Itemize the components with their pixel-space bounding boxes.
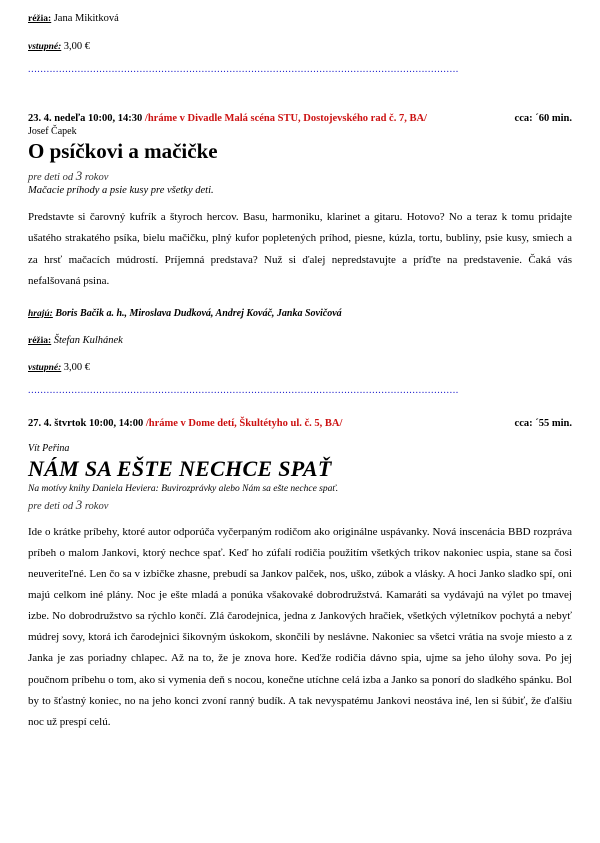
- event-note-2: Na motívy knihy Daniela Heviera: Buvirozprávky alebo Nám sa ešte nechce spať.: [28, 483, 339, 494]
- director-label: réžia:: [28, 14, 52, 24]
- price-value-2: 3,00 €: [63, 361, 90, 373]
- event-description-2: Ide o krátke príbehy, ktoré autor odporúča vyčerpaným rodičom ako originálne uspávanky. Nová inscenácia BBD rozpráva príbeh o malom Jankovi, ktorý nechce spať. Keď ho zúfalí rodičia použitím všetkých trikov nakoniec uspia, stane sa čosi neuveriteľné. Len čo sa v izbičke zhasne, prebudí sa Jankov palček, nos, uško, zúbok a vlásky. A hoci Janko sladko spí, oni majú celkom iné plány. Noc je ešte mladá a ponúka všakovaké dobrodružstvá. Kamaráti sa vydávajú na výlet po tmavej izbe. No dobrodružstvo sa rýchlo končí. Zlá čarodejnica, jedna z Jankových hračiek, všetkých výletníkov pochytá a nebyť múdrej sovy, ktorá ich čarodejnici šikovným úskokom, skončili by neslávne. Nakoniec sa všetci vrátia na svoje miesto a z Janka je zas poriadny chlapec. Až na to, že je znova hore. Keďže rodičia dávno spia, ujme sa jeho úlohy sova. Po jej poučnom príbehu o tom, ako si vymenia deň s nocou, konečne utíchne celá izba a Janko sa ponorí do sladkého spánku. Bol by to šťastný koniec, no na jeho konci zvoní ranný budík. A tak nevyspatému Jankovi neostáva iné, len si šúbiť, že ďalšiu noc už prespí celú.: [28, 525, 572, 728]
- age-suffix-2: rokov: [84, 500, 109, 512]
- event-header: [28, 113, 572, 124]
- director-value-2: Štefan Kulhánek: [53, 334, 123, 346]
- event-date-2: 27. 4. štvrtok 10:00, 14:00: [28, 417, 144, 429]
- event-venue: /hráme v Divadle Malá scéna STU, Dostojevského rad č. 7, BA/: [144, 113, 427, 124]
- price-label-2: vstupné:: [28, 362, 62, 373]
- age-number-2: 3: [75, 496, 83, 512]
- cast-value: Boris Bačik a. h., Miroslava Dudková, Andrej Kováč, Janka Sovičová: [55, 307, 342, 319]
- event-age-recommendation-2: [28, 497, 572, 513]
- event-duration: cca: ´60 min.: [514, 113, 572, 124]
- director-value: Jana Mikitková: [53, 13, 119, 24]
- age-prefix: pre deti od: [28, 172, 74, 183]
- age-suffix: rokov: [84, 172, 109, 183]
- event-title-2: NÁM SA EŠTE NECHCE SPAŤ: [28, 455, 332, 481]
- event-director-row: [28, 335, 572, 346]
- event-date: 23. 4. nedeľa 10:00, 14:30: [28, 113, 143, 124]
- price-label: vstupné:: [28, 42, 62, 52]
- event-author-2: Vít Peřina: [28, 442, 70, 454]
- section-divider: ...........................................................................................................................................: [28, 64, 459, 75]
- top-director-row: [28, 13, 586, 24]
- event-price-row: [28, 362, 572, 373]
- top-price-row: [28, 41, 586, 52]
- section-divider-2: ...........................................................................................................................................: [28, 384, 459, 396]
- event-header-2: [28, 418, 572, 429]
- event-venue-2: /hráme v Dome detí, Škultétyho ul. č. 5, BA/: [145, 417, 343, 429]
- age-number: 3: [75, 168, 83, 183]
- event-description: Predstavte si čarovný kufrík a štyroch hercov. Basu, harmoniku, klarinet a gitaru. Hotovo? No a teraz k tomu pridajte ušatého strakatého psíka, bielu mačičku, plný kufor popletených príhod, piesne, kúzla, tortu, bubliny, psie kusy, smiech a za hrsť mačacích múdrostí. Príjemná predstava? Nuž si ďalej nepredstavujte a príďte na predstavenie. Čaká vás nefalšovaná psina.: [28, 211, 572, 288]
- event-author: Josef Čapek: [28, 126, 77, 137]
- event-title: O psíčkovi a mačičke: [28, 139, 218, 163]
- event-cast-row: [28, 308, 572, 319]
- event-duration-2: cca: ´55 min.: [514, 417, 572, 429]
- age-prefix-2: pre deti od: [28, 500, 74, 512]
- price-value: 3,00 €: [63, 41, 90, 52]
- director-label-2: réžia:: [28, 335, 52, 346]
- event-subtitle: Mačacie príhody a psie kusy pre všetky deti.: [28, 185, 214, 196]
- event-age-recommendation: [28, 168, 572, 184]
- cast-label: hrajú:: [28, 308, 53, 319]
